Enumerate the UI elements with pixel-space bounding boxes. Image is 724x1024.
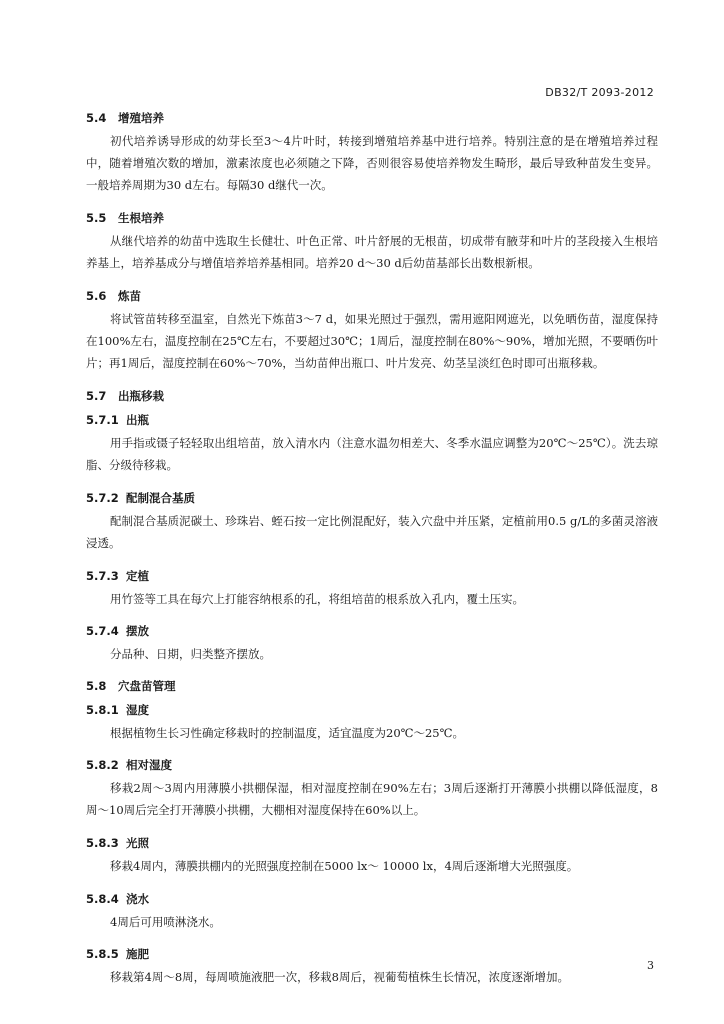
- section-number: 5.7.3: [86, 569, 119, 583]
- section-paragraph: 配制混合基质泥碳土、珍珠岩、蛭石按一定比例混配好，装入穴盘中并压紧，定植前用0.5 g/L的多菌灵溶液浸透。: [86, 514, 658, 550]
- section-paragraph: 分品种、日期，归类整齐摆放。: [110, 647, 271, 661]
- section-number: 5.8: [86, 679, 107, 693]
- section-number: 5.7.1: [86, 413, 119, 427]
- section-number: 5.8.1: [86, 703, 119, 717]
- section-paragraph: 4周后可用喷淋浇水。: [110, 915, 221, 929]
- section-title: 增殖培养: [118, 111, 164, 125]
- section-title: 出瓶: [126, 413, 149, 427]
- section-heading: [86, 384, 658, 408]
- section-heading: [86, 753, 658, 777]
- section-title: 湿度: [126, 703, 149, 717]
- section-title: 生根培养: [118, 211, 164, 225]
- section-paragraph: 移栽第4周～8周，每周喷施液肥一次，移栽8周后，视葡萄植株生长情况，浓度逐渐增加。: [110, 970, 569, 984]
- section-paragraph: 从继代培养的幼苗中选取生长健壮、叶色正常、叶片舒展的无根苗，切成带有腋芽和叶片的茎段接入生根培养基上，培养基成分与增值培养培养基相同。培养20 d～30 d后幼苗基部长出数根新根。: [86, 234, 658, 270]
- section-number: 5.5: [86, 211, 107, 225]
- section-heading: [86, 942, 658, 966]
- section-number: 5.8.3: [86, 836, 119, 850]
- document-code: DB32/T 2093-2012: [545, 86, 654, 99]
- section-title: 相对湿度: [126, 758, 172, 772]
- section-heading: [86, 206, 658, 230]
- section-number: 5.8.4: [86, 892, 119, 906]
- section-paragraph: 用手指或镊子轻轻取出组培苗，放入清水内（注意水温勿相差大、冬季水温应调整为20℃～25℃）。洗去琼脂、分级待移栽。: [86, 436, 658, 472]
- section-number: 5.8.2: [86, 758, 119, 772]
- section-title: 摆放: [126, 624, 149, 638]
- section-heading: [86, 674, 658, 698]
- section-paragraph: 初代培养诱导形成的幼芽长至3～4片叶时，转接到增殖培养基中进行培养。特别注意的是在增殖培养过程中，随着增殖次数的增加，激素浓度也必须随之下降，否则很容易使培养物发生畸形，最后导致种苗发生变异。一般培养周期为30 d左右。每隔30 d继代一次。: [86, 134, 658, 192]
- section-number: 5.6: [86, 289, 107, 303]
- section-heading: [86, 887, 658, 911]
- section-heading: [86, 619, 658, 643]
- section-heading: [86, 408, 658, 432]
- section-paragraph: 移栽2周～3周内用薄膜小拱棚保湿，相对湿度控制在90%左右；3周后逐渐打开薄膜小拱棚以降低湿度，8周～10周后完全打开薄膜小拱棚，大棚相对湿度保持在60%以上。: [86, 781, 658, 817]
- section-number: 5.8.5: [86, 947, 119, 961]
- section-title: 炼苗: [118, 289, 141, 303]
- section-heading: [86, 831, 658, 855]
- section-heading: [86, 698, 658, 722]
- section-number: 5.7: [86, 389, 107, 403]
- section-heading: [86, 106, 658, 130]
- section-paragraph: 用竹签等工具在每穴上打能容纳根系的孔，将组培苗的根系放入孔内，覆土压实。: [110, 592, 524, 606]
- section-number: 5.4: [86, 111, 107, 125]
- section-heading: [86, 284, 658, 308]
- section-paragraph: 将试管苗转移至温室，自然光下炼苗3～7 d，如果光照过于强烈，需用遮阳网遮光，以免晒伤苗，湿度保持在100%左右，温度控制在25℃左右，不要超过30℃；1周后，湿度控制在80%～90%，增加光照，不要晒伤叶片；再1周后，湿度控制在60%～70%，当幼苗伸出瓶口、叶片发亮、幼茎呈淡红色时即可出瓶移栽。: [86, 312, 658, 370]
- section-number: 5.7.4: [86, 624, 119, 638]
- section-number: 5.7.2: [86, 491, 119, 505]
- section-paragraph: 移栽4周内，薄膜拱棚内的光照强度控制在5000 lx～ 10000 lx，4周后逐渐增大光照强度。: [110, 859, 579, 873]
- section-paragraph: 根据植物生长习性确定移栽时的控制温度，适宜温度为20℃～25℃。: [110, 726, 464, 740]
- section-title: 光照: [126, 836, 149, 850]
- section-title: 施肥: [126, 947, 149, 961]
- section-title: 穴盘苗管理: [118, 679, 176, 693]
- section-title: 出瓶移栽: [118, 389, 164, 403]
- section-heading: [86, 486, 658, 510]
- section-title: 定植: [126, 569, 149, 583]
- document-body: [86, 106, 658, 997]
- section-title: 配制混合基质: [126, 491, 195, 505]
- section-title: 浇水: [126, 892, 149, 906]
- section-heading: [86, 564, 658, 588]
- page-number: 3: [647, 959, 654, 972]
